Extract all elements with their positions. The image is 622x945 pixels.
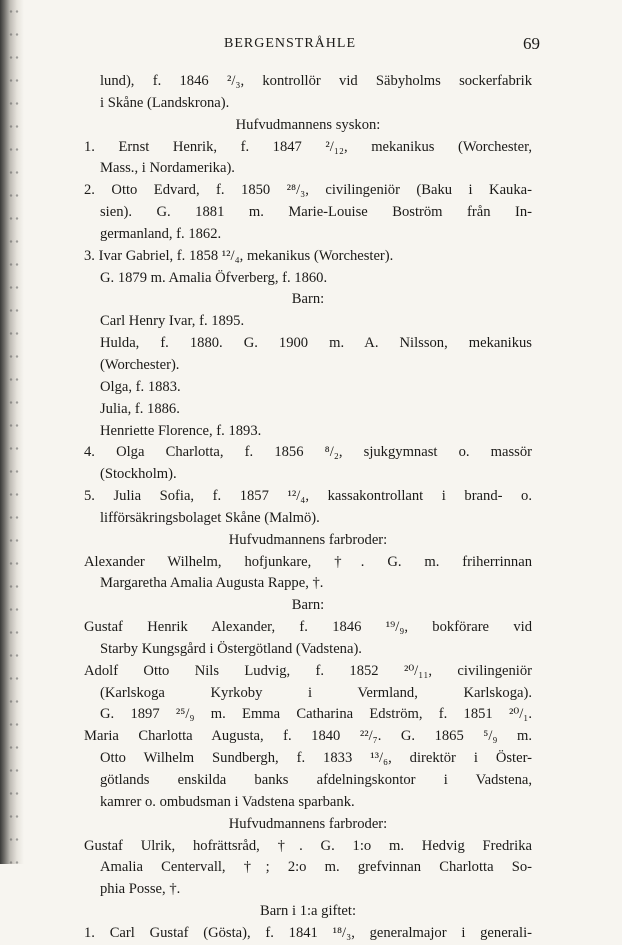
text-line: kamrer o. ombudsman i Vadstena sparbank. xyxy=(100,793,355,810)
page-body xyxy=(84,71,532,945)
text-line: Alexander Wilhelm, hofjunkare, †. G. m. friherrinnan xyxy=(84,553,532,570)
text-line: Mass., i Nordamerika). xyxy=(100,160,235,177)
text-line: Carl Henry Ivar, f. 1895. xyxy=(100,313,245,330)
text-line: (Karlskoga Kyrkoby i Vermland, Karlskoga). xyxy=(100,684,532,701)
text-line: Adolf Otto Nils Ludvig, f. 1852 ²⁰/₁₁, civilingeniör xyxy=(84,662,532,679)
text-line: Gustaf Ulrik, hofrättsråd, †. G. 1:o m. Hedvig Fredrika xyxy=(84,837,532,854)
text-line: sien). G. 1881 m. Marie-Louise Boström från In- xyxy=(100,204,532,221)
text-line: Amalia Centervall, †; 2:o m. grefvinnan Charlotta So- xyxy=(100,859,532,876)
text-line: Maria Charlotta Augusta, f. 1840 ²²/₇. G. 1865 ⁵/₉ m. xyxy=(84,728,532,745)
text-line: Otto Wilhelm Sundbergh, f. 1833 ¹³/₆, direktör i Öster- xyxy=(100,750,532,767)
text-line: Barn i 1:a giftet: xyxy=(259,903,357,920)
text-line: Julia, f. 1886. xyxy=(100,400,180,417)
text-line: Starby Kungsgård i Östergötland (Vadstena). xyxy=(100,640,362,657)
text-line: lund), f. 1846 ²/₃, kontrollör vid Säbyholms sockerfabrik xyxy=(100,73,532,89)
text-line: Hulda, f. 1880. G. 1900 m. A. Nilsson, mekanikus xyxy=(100,335,532,352)
text-line: G. 1879 m. Amalia Öfverberg, f. 1860. xyxy=(100,269,328,286)
text-line: 1. Ernst Henrik, f. 1847 ²/₁₂, mekanikus (Worchester, xyxy=(84,138,532,155)
text-line: (Worchester). xyxy=(100,356,180,373)
text-line: 3. Ivar Gabriel, f. 1858 ¹²/₄, mekanikus (Worchester). xyxy=(84,247,394,264)
text-line: Henriette Florence, f. 1893. xyxy=(100,422,262,439)
text-line: 4. Olga Charlotta, f. 1856 ⁸/₂, sjukgymnast o. massör xyxy=(84,444,532,461)
text-line: i Skåne (Landskrona). xyxy=(100,94,230,111)
text-line: 2. Otto Edvard, f. 1850 ²⁸/₃, civilingeniör (Baku i Kauka- xyxy=(84,182,532,199)
gutter-specks xyxy=(8,0,20,864)
text-line: phia Posse, †. xyxy=(100,881,181,898)
text-line: 5. Julia Sofia, f. 1857 ¹²/₄, kassakontrollant i brand- o. xyxy=(84,488,532,505)
text-line: Hufvudmannens syskon: xyxy=(235,116,381,133)
text-line: lifförsäkringsbolaget Skåne (Malmö). xyxy=(100,509,320,526)
text-line: Olga, f. 1883. xyxy=(100,378,181,395)
text-line: Barn: xyxy=(291,291,325,308)
text-line: (Stockholm). xyxy=(100,466,177,483)
page-number: 69 xyxy=(523,34,540,53)
page-gutter-shadow xyxy=(0,0,24,864)
running-head: BERGENSTRÅHLE xyxy=(224,36,356,51)
text-line: Gustaf Henrik Alexander, f. 1846 ¹⁹/₉, bokförare vid xyxy=(84,619,532,636)
text-line: Hufvudmannens farbroder: xyxy=(228,531,388,548)
text-line: G. 1897 ²⁵/₉ m. Emma Catharina Edström, f. 1851 ²⁰/₁. xyxy=(100,706,532,723)
text-line: germanland, f. 1862. xyxy=(100,225,222,242)
text-line: Barn: xyxy=(291,597,325,614)
text-line: 1. Carl Gustaf (Gösta), f. 1841 ¹⁸/₃, generalmajor i generali- xyxy=(84,924,532,941)
text-line: Margaretha Amalia Augusta Rappe, †. xyxy=(100,575,324,592)
text-line: Hufvudmannens farbroder: xyxy=(228,815,388,832)
text-line: götlands enskilda banks afdelningskontor i Vadstena, xyxy=(100,772,532,788)
page-header xyxy=(224,34,540,56)
